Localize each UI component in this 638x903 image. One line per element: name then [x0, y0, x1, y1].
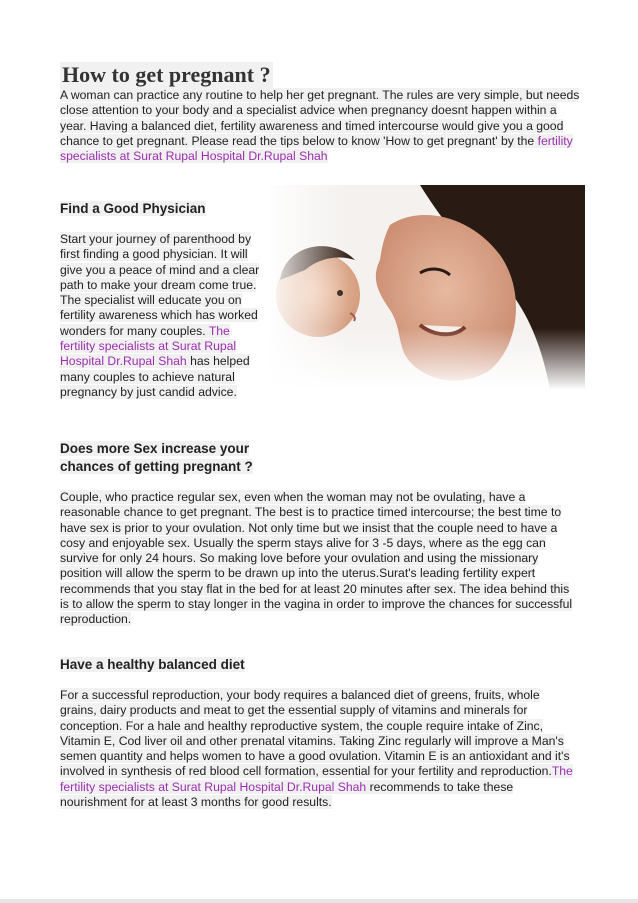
mother-and-baby-photo — [270, 185, 585, 390]
diet-paragraph — [60, 688, 578, 810]
intro-text: A woman can practice any routine to help her get pregnant. The rules are very simple, but needs close attention to your body and a specialist advice when pregnancy doesnt happen within a year. Having a balanced diet, fertility awareness and timed intercourse would give you a good chance to get pregnant. Please read the tips below to know 'How to get pregnant' by the — [60, 88, 580, 148]
sex-frequency-paragraph — [60, 490, 580, 628]
section-heading-sex-frequency: Does more Sex increase your chances of getting pregnant ? — [60, 441, 253, 474]
sex-frequency-text: Couple, who practice regular sex, even when the woman may not be ovulating, have a reasonable chance to get pregnant. The best is to practice timed intercourse; the best time to have sex is prior to your ovulation. Not only time but we insist that the couple need to have a cosy and enjoyable sex. Usually the sperm stays alive for 3 -5 days, where as the egg can survive for only 24 hours. So making love before your ovulation and using the missionary position will allow the sperm to be drawn up into the uterus.Surat's leading fertility expert recommends that you stay flat in the bed for at least 20 minutes after sex. The idea behind this is to allow the sperm to stay longer in the vagina in order to improve the chances for successful reproduction. — [60, 490, 573, 627]
section-heading-diet: Have a healthy balanced diet — [60, 657, 245, 672]
physician-paragraph — [60, 232, 260, 400]
physician-specialists-link[interactable]: The fertility specialists at Surat Rupal Hospital Dr.Rupal Shah — [60, 323, 237, 369]
intro-paragraph — [60, 88, 580, 164]
diet-text-end: recommends to take these nourishment for at least 3 months for good results. — [60, 779, 514, 810]
page-bottom-edge — [0, 899, 638, 903]
intro-specialists-link[interactable]: fertility specialists at Surat Rupal Hospital Dr.Rupal Shah — [60, 133, 573, 164]
section-heading-physician: Find a Good Physician — [60, 201, 206, 216]
diet-text: For a successful reproduction, your body requires a balanced diet of greens, fruits, whole grains, dairy products and meat to get the essential supply of vitamins and minerals for conception. For a hale and healthy reproductive system, the couple require intake of Zinc, Vitamin E, Cod liver oil and other prenatal vitamins. Taking Zinc regularly will improve a Man's semen quantity and helps women to have a good ovulation. Vitamin E is an antioxidant and it's involved in synthesis of red blood cell formation, essential for your fertility and reproduction. — [60, 688, 570, 779]
page-title: How to get pregnant ? — [62, 62, 271, 87]
physician-text-end: has helped many couples to achieve natural pregnancy by just candid advice. — [60, 354, 250, 399]
physician-text: Start your journey of parenthood by first finding a good physician. It will give you a peace of mind and a clear path to make your dream come true. The specialist will educate you on fertility awareness which has worked wonders for many couples. — [60, 232, 260, 338]
diet-specialists-link[interactable]: The fertility specialists at Surat Rupal Hospital Dr.Rupal Shah — [60, 764, 573, 794]
